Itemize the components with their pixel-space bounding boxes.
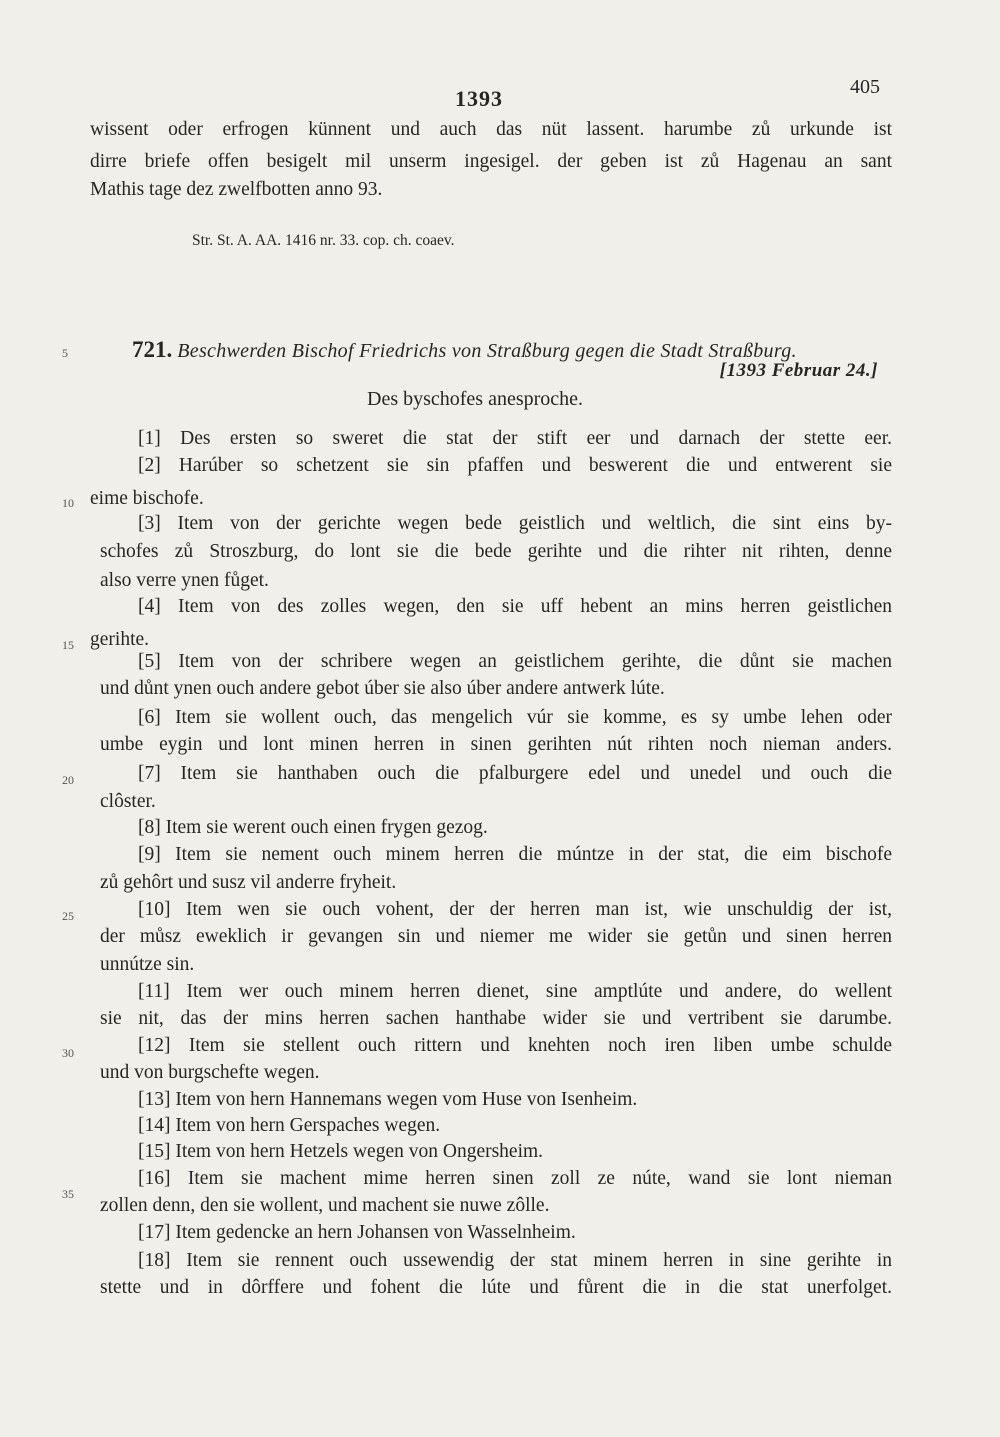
text-line: unnútze sin. [100,954,195,975]
text-line: stette und in dôrffere und fohent die lúte und fůrent die in die stat unerfolget. [100,1277,892,1298]
text-line: [6] Item sie wollent ouch, das mengelich vúr sie komme, es sy umbe lehen oder [138,707,892,728]
line-number: 5 [62,346,68,360]
text-line: [4] Item von des zolles wegen, den sie uff hebent an mins herren geistlichen [138,596,892,617]
line-number: 30 [62,1046,74,1060]
text-line: [15] Item von hern Hetzels wegen von Ongersheim. [138,1141,544,1162]
text-line: Mathis tage dez zwelfbotten anno 93. [90,179,383,200]
line-number: 35 [62,1187,74,1201]
text-line: [2] Harúber so schetzent sie sin pfaffen und beswerent die und entwerent sie [138,455,892,476]
text-line: [1] Des ersten so sweret die stat der stift eer und darnach der stette eer. [138,428,892,449]
text-line: [5] Item von der schribere wegen an geistlichem gerihte, die důnt sie machen [138,651,892,672]
text-line: zů gehôrt und susz vil anderre fryheit. [100,872,397,893]
document-number: 721. [132,337,173,362]
line-number: 25 [62,909,74,923]
document-title-line [132,337,797,363]
line-number: 10 [62,496,74,510]
text-line: [11] Item wer ouch minem herren dienet, sine amptlúte und andere, do wellent [138,981,892,1002]
text-line: und důnt ynen ouch andere gebot úber sie also úber andere antwerk lúte. [100,678,665,699]
text-line: clôster. [100,791,156,812]
text-line: also verre ynen fůget. [100,570,269,591]
text-line: [14] Item von hern Gerspaches wegen. [138,1115,441,1136]
text-line: zollen denn, den sie wollent, und machent sie nuwe zôlle. [100,1195,550,1216]
text-line: [8] Item sie werent ouch einen frygen gezog. [138,817,488,838]
page-number: 405 [850,76,880,98]
text-line: [13] Item von hern Hannemans wegen vom Huse von Isenheim. [138,1089,638,1110]
text-line: wissent oder erfrogen künnent und auch das nüt lassent. harumbe zů urkunde ist [90,119,892,140]
text-line: [10] Item wen sie ouch vohent, der der herren man ist, wie unschuldig der ist, [138,899,892,920]
text-line: eime bischofe. [90,488,204,509]
line-number: 15 [62,638,74,652]
text-line: schofes zů Stroszburg, do lont sie die bede gerihte und die rihter nit rihten, denne [100,541,892,562]
header-year: 1393 [455,86,503,111]
text-line: der můsz eweklich ir gevangen sin und niemer me wider sie getůn und sinen herren [100,926,892,947]
document-title: Beschwerden Bischof Friedrichs von Straßburg gegen die Stadt Straßburg. [177,340,797,362]
text-line: [16] Item sie machent mime herren sinen zoll ze núte, wand sie lont nieman [138,1168,892,1189]
text-line: [9] Item sie nement ouch minem herren die múntze in der stat, die eim bischofe [138,844,892,865]
text-line: [12] Item sie stellent ouch rittern und knehten noch iren liben umbe schulde [138,1035,892,1056]
text-line: gerihte. [90,629,150,650]
text-line: [7] Item sie hanthaben ouch die pfalburgere edel und unedel und ouch die [138,763,892,784]
text-line: dirre briefe offen besigelt mil unserm ingesigel. der geben ist zů Hagenau an sant [90,151,892,172]
text-line: [3] Item von der gerichte wegen bede geistlich und weltlich, die sint eins by- [138,513,892,534]
source-note: Str. St. A. AA. 1416 nr. 33. cop. ch. coaev. [192,232,455,249]
text-line: umbe eygin und lont minen herren in sinen gerihten nút rihten noch nieman anders. [100,734,892,755]
text-line: [18] Item sie rennent ouch ussewendig der stat minem herren in sine gerihte in [138,1250,892,1271]
text-line: [17] Item gedencke an hern Johansen von Wasselnheim. [138,1222,576,1243]
document-subtitle: Des byschofes anesproche. [367,388,584,410]
text-line: und von burgschefte wegen. [100,1062,320,1083]
line-number: 20 [62,773,74,787]
text-line: sie nit, das der mins herren sachen hanthabe wider sie und vertribent sie darumbe. [100,1008,892,1029]
document-date: [1393 Februar 24.] [719,360,878,381]
